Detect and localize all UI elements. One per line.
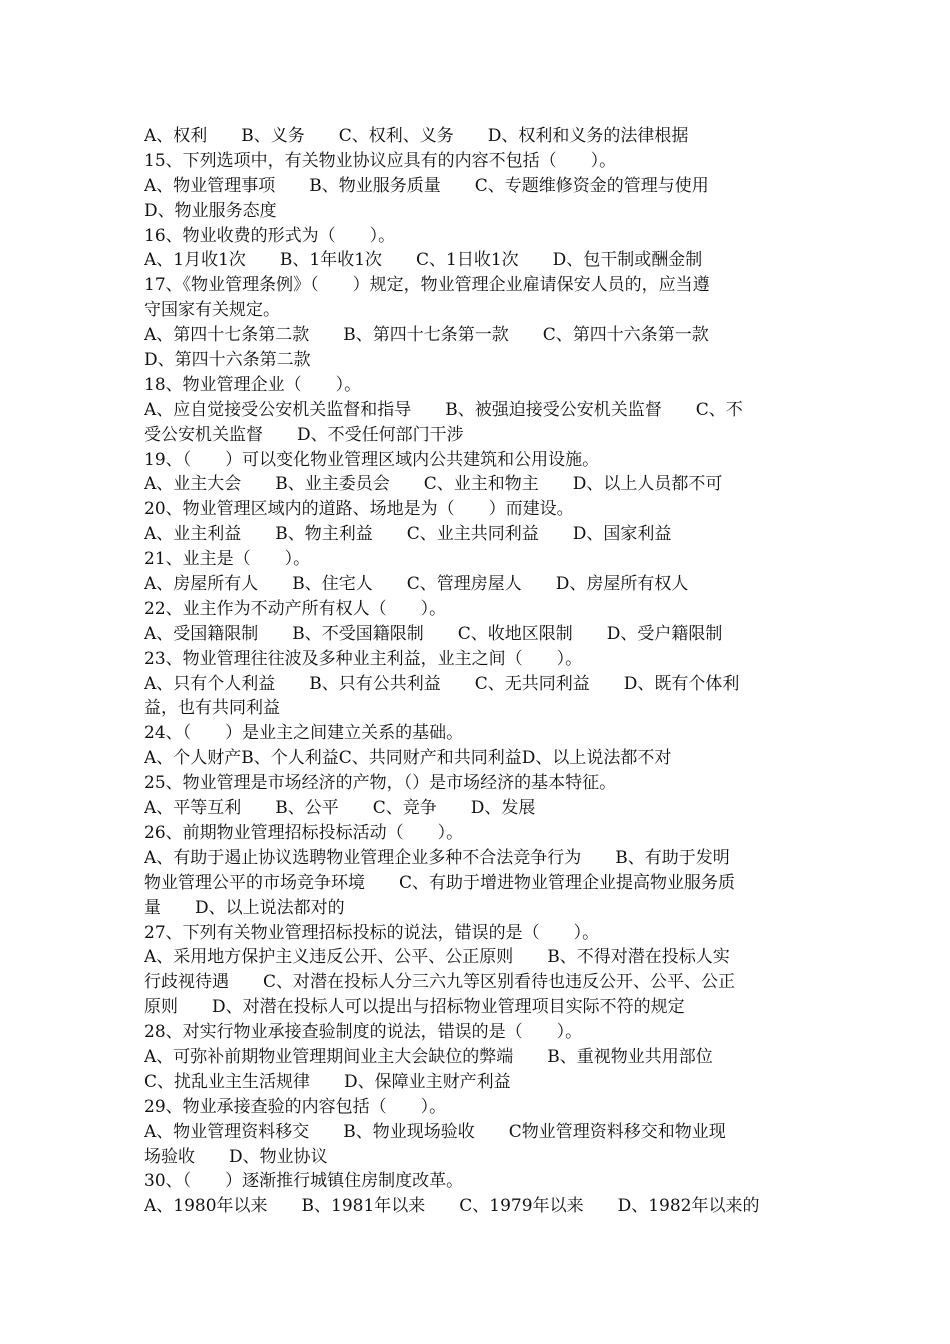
text-line: A、业主利益 B、物主利益 C、业主共同利益 D、国家利益 — [144, 524, 672, 545]
text-line: D、第四十六条第二款 — [144, 350, 311, 371]
text-line: A、房屋所有人 B、住宅人 C、管理房屋人 D、房屋所有权人 — [144, 574, 689, 595]
text-line: A、应自觉接受公安机关监督和指导 B、被强迫接受公安机关监督 C、不 — [144, 399, 743, 420]
question-20: 20、物业管理区域内的道路、场地是为（ ）而建设。 — [144, 499, 574, 520]
text-line: A、1月收1次 B、1年收1次 C、1日收1次 D、包干制或酬金制 — [144, 250, 703, 271]
text-line: A、业主大会 B、业主委员会 C、业主和物主 D、以上人员都不可 — [144, 474, 723, 495]
question-18: 18、物业管理企业（ ）。 — [144, 374, 362, 395]
text-line: A、1980年以来 B、1981年以来 C、1979年以来 D、1982年以来的 — [144, 1196, 760, 1217]
text-line: A、受国籍限制 B、不受国籍限制 C、收地区限制 D、受户籍限制 — [144, 623, 723, 644]
text-line: A、只有个人利益 B、只有公共利益 C、无共同利益 D、既有个体利 — [144, 673, 740, 694]
text-line: A、权利 B、义务 C、权利、义务 D、权利和义务的法律根据 — [144, 126, 689, 146]
question-29: 29、物业承接查验的内容包括（ ）。 — [144, 1096, 447, 1117]
text-line: A、采用地方保护主义违反公开、公平、公正原则 B、不得对潜在投标人实 — [144, 947, 730, 968]
text-line: 守国家有关规定。 — [144, 300, 280, 321]
text-line: C、扰乱业主生活规律 D、保障业主财产利益 — [144, 1071, 511, 1092]
question-15: 15、下列选项中，有关物业协议应具有的内容不包括（ ）。 — [144, 150, 617, 171]
question-23: 23、物业管理往往波及多种业主利益，业主之间（ ）。 — [144, 648, 583, 669]
question-25: 25、物业管理是市场经济的产物，（）是市场经济的基本特征。 — [144, 773, 617, 794]
question-24: 24、（ ）是业主之间建立关系的基础。 — [144, 723, 464, 744]
text-line: 益，也有共同利益 — [144, 698, 280, 719]
text-line: 物业管理公平的市场竞争环境 C、有助于增进物业管理企业提高物业服务质 — [144, 872, 736, 893]
text-line: A、物业管理资料移交 B、物业现场验收 C物业管理资料移交和物业现 — [144, 1121, 726, 1142]
text-line: A、第四十七条第二款 B、第四十七条第一款 C、第四十六条第一款 — [144, 325, 709, 346]
text-line: 场验收 D、物业协议 — [144, 1146, 328, 1167]
question-27: 27、下列有关物业管理招标投标的说法，错误的是（ ）。 — [144, 922, 600, 943]
text-line: A、可弥补前期物业管理期间业主大会缺位的弊端 B、重视物业共用部位 — [144, 1046, 713, 1067]
text-line: A、有助于遏止协议选聘物业管理企业多种不合法竞争行为 B、有助于发明 — [144, 847, 730, 868]
question-28: 28、对实行物业承接查验制度的说法，错误的是（ ）。 — [144, 1022, 583, 1043]
text-line: 受公安机关监督 D、不受任何部门干涉 — [144, 424, 464, 445]
question-26: 26、前期物业管理招标投标活动（ ）。 — [144, 822, 464, 843]
question-22: 22、业主作为不动产所有权人（ ）。 — [144, 598, 447, 619]
text-line: D、物业服务态度 — [144, 200, 277, 221]
question-30: 30、（ ）逐渐推行城镇住房制度改革。 — [144, 1171, 464, 1192]
question-16: 16、物业收费的形式为（ ）。 — [144, 225, 396, 246]
text-line: 量 D、以上说法都对的 — [144, 897, 345, 918]
question-17: 17、《物业管理条例》（ ）规定，物业管理企业雇请保安人员的，应当遵 — [144, 275, 710, 296]
text-line: 原则 D、对潜在投标人可以提出与招标物业管理项目实际不符的规定 — [144, 997, 685, 1018]
question-19: 19、（ ）可以变化物业管理区域内公共建筑和公用设施。 — [144, 449, 600, 470]
document-body — [144, 124, 808, 1219]
text-line: A、个人财产B、个人利益C、共同财产和共同利益D、以上说法都不对 — [144, 748, 672, 769]
text-line: A、物业管理事项 B、物业服务质量 C、专题维修资金的管理与使用 — [144, 175, 709, 196]
text-line: 行歧视待遇 C、对潜在投标人分三六九等区别看待也违反公开、公平、公正 — [144, 972, 736, 993]
question-21: 21、业主是（ ）。 — [144, 549, 311, 570]
text-line: A、平等互利 B、公平 C、竞争 D、发展 — [144, 798, 536, 819]
